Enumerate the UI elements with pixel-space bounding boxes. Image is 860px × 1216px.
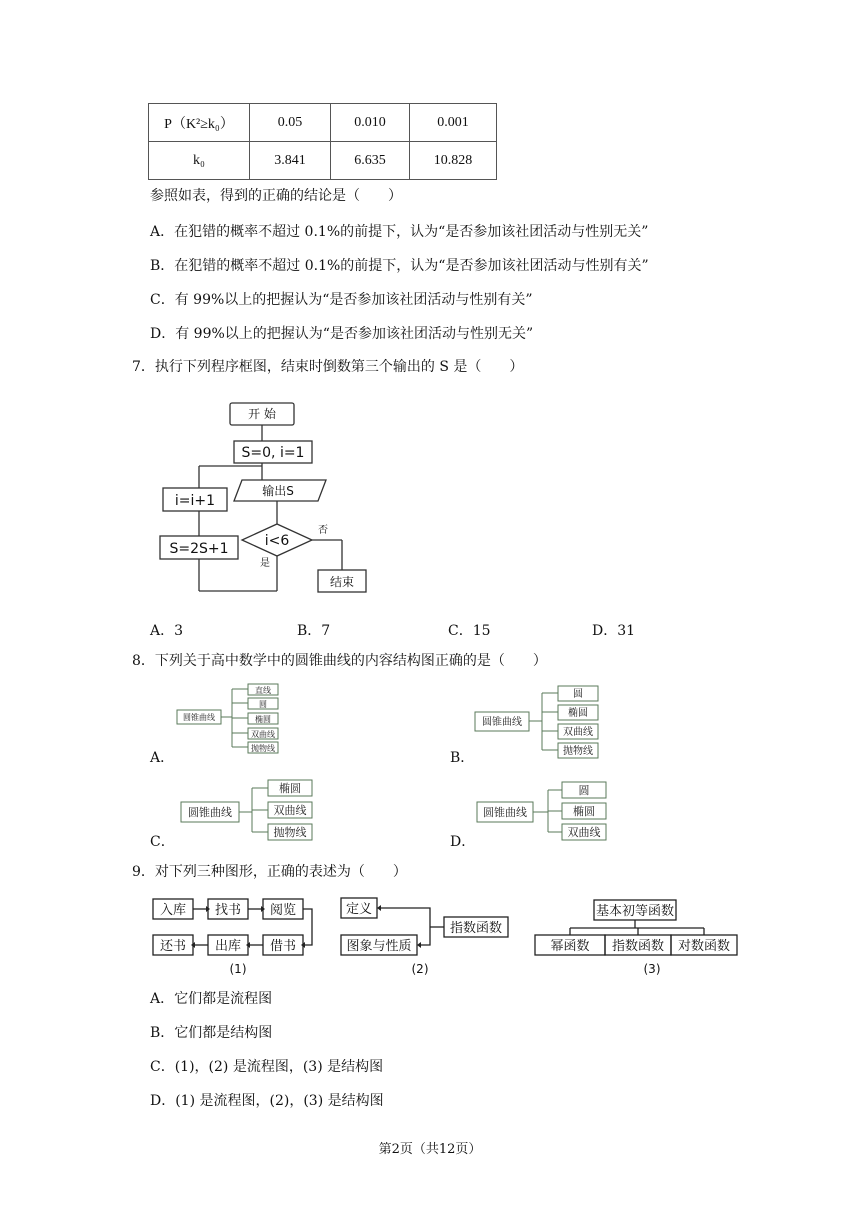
flow-init: S=0, i=1 [241,445,305,461]
q8-option-d-label: D． [450,834,476,850]
table-cell: P（K²≥k₀） [149,104,250,142]
q8d-child: 圆 [578,784,590,797]
q6-option-d: D．有 99%以上的把握认为“是否参加该社团活动与性别无关” [150,326,534,342]
q7-flowchart [150,400,380,600]
q9-figure-2 [338,895,512,979]
table-cell: 6.635 [331,142,410,180]
flow-condition: i<6 [264,533,290,549]
q8c-child: 抛物线 [273,826,307,839]
q8d-child: 双曲线 [567,826,601,839]
fig1-node: 阅览 [269,903,297,918]
q9-option-d: D．(1) 是流程图，(2)，(3) 是结构图 [150,1093,384,1109]
q6-option-a: A．在犯错的概率不超过 0.1%的前提下，认为“是否参加该社团活动与性别无关” [150,224,649,240]
table-row [149,142,497,180]
q8a-child: 椭圆 [255,715,271,724]
q8a-child: 双曲线 [251,730,275,739]
q8a-child: 直线 [255,686,271,695]
q7-option-c: C．15 [448,623,491,639]
q8-diagram-d [476,780,616,842]
q7-stem: 7．执行下列程序框图，结束时倒数第三个输出的 S 是（ ） [132,359,524,375]
q8b-child: 抛物线 [563,746,593,757]
fig2-node: 指数函数 [449,921,503,936]
fig3-child: 指数函数 [611,939,665,954]
fig1-node: 入库 [159,903,187,918]
q8-option-a-label: A． [150,750,175,766]
fig1-node: 借书 [269,939,297,954]
q8c-root: 圆锥曲线 [188,806,232,819]
fig3-child: 对数函数 [677,939,731,954]
flow-update: S=2S+1 [169,541,229,557]
q8-option-c-label: C． [150,834,175,850]
q8a-child: 圆 [259,700,267,709]
q6-lead: 参照如表，得到的正确的结论是（ ） [150,188,402,204]
q7-option-a: A．3 [150,623,184,639]
q8-diagram-a [176,682,286,756]
table-cell: 3.841 [250,142,331,180]
q9-option-b: B．它们都是结构图 [150,1025,273,1041]
q8-option-b-label: B． [450,750,475,766]
q8-diagram-b [474,684,604,760]
flow-yes: 是 [260,558,270,569]
q9-figure-3 [532,895,742,979]
table-cell: 0.010 [331,104,410,142]
q8b-child: 圆 [573,689,583,700]
fig2-node: 定义 [345,902,373,917]
q8b-child: 椭圆 [568,708,588,719]
q8d-child: 椭圆 [573,805,595,818]
fig2-node: 图象与性质 [346,939,412,954]
fig3-caption: (3) [643,962,661,976]
q8c-child: 椭圆 [279,782,301,795]
q9-figure-1 [150,895,320,979]
table-cell: 10.828 [410,142,497,180]
q8b-root: 圆锥曲线 [482,717,522,728]
table-cell: k₀ [149,142,250,180]
q7-option-d: D．31 [592,623,636,639]
q9-option-a: A．它们都是流程图 [150,991,273,1007]
fig3-child: 幂函数 [550,939,590,954]
fig1-node: 找书 [214,903,242,918]
flow-start: 开 始 [248,407,276,421]
critical-value-table [148,103,497,180]
table-cell: 0.001 [410,104,497,142]
q8a-root: 圆锥曲线 [183,713,215,722]
q9-stem: 9．对下列三种图形，正确的表述为（ ） [132,864,407,880]
fig1-node: 还书 [159,939,187,954]
q8-diagram-c [180,778,320,842]
q7-option-b: B．7 [297,623,331,639]
q8b-child: 双曲线 [563,727,593,738]
q8d-root: 圆锥曲线 [483,806,527,819]
q6-option-c: C．有 99%以上的把握认为“是否参加该社团活动与性别有关” [150,292,533,308]
flow-output: 输出S [262,484,294,498]
q8a-child: 抛物线 [251,744,275,753]
table-row [149,104,497,142]
flow-increment: i=i+1 [174,493,216,509]
q9-option-c: C．(1)，(2) 是流程图，(3) 是结构图 [150,1059,384,1075]
fig1-caption: (1) [229,962,247,976]
fig1-node: 出库 [214,939,242,954]
fig3-root: 基本初等函数 [595,904,675,919]
flow-no: 否 [318,525,328,536]
table-cell: 0.05 [250,104,331,142]
fig2-caption: (2) [411,962,429,976]
q8-stem: 8．下列关于高中数学中的圆锥曲线的内容结构图正确的是（ ） [132,653,547,669]
page-footer: 第2页（共12页） [378,1142,482,1157]
q6-option-b: B．在犯错的概率不超过 0.1%的前提下，认为“是否参加该社团活动与性别有关” [150,258,649,274]
flow-end: 结束 [329,575,355,589]
q8c-child: 双曲线 [273,804,307,817]
